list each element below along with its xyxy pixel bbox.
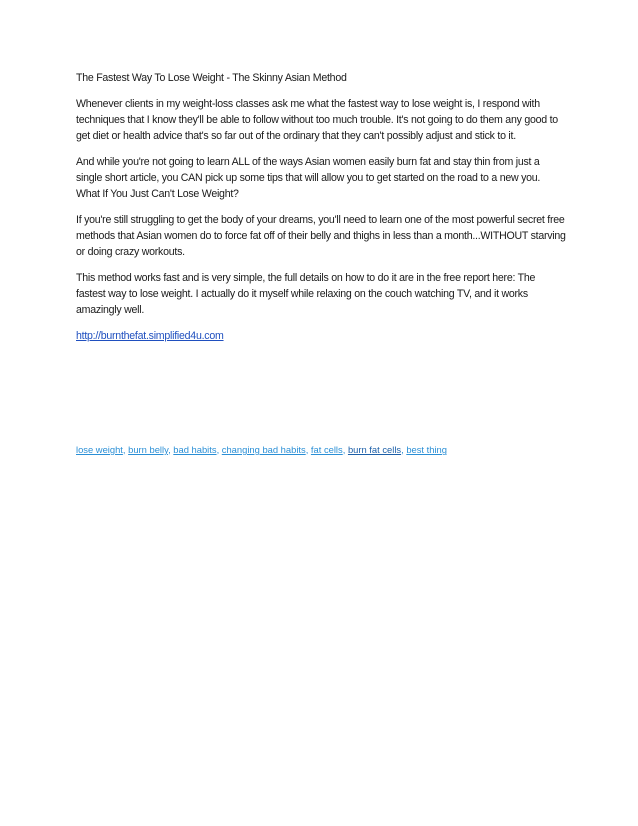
tag-best-thing[interactable]: best thing xyxy=(406,444,447,455)
paragraph-2: And while you're not going to learn ALL of the ways Asian women easily burn fat and stay thin from just a single short article, you CAN pick up some tips that will allow you to get started on the road to a new you. What If You Just Can't Lose Weight? xyxy=(76,156,541,200)
tag-separator: , xyxy=(342,444,348,455)
tag-separator: , xyxy=(122,444,129,455)
tag-fat-cells[interactable]: fat cells xyxy=(310,444,343,455)
tag-bad-habits[interactable]: bad habits xyxy=(173,444,217,455)
tag-separator: , xyxy=(401,444,407,455)
burnthefat-link[interactable]: http://burnthefat.simplified4u.com xyxy=(76,330,224,342)
tag-separator: , xyxy=(168,444,174,455)
paragraph-4: This method works fast and is very simple, the full details on how to do it are in the free report here: The fastest way to lose weight. I actually do it myself while relaxing on the couch watching TV, and it works amazingly well. xyxy=(76,272,536,316)
tag-list xyxy=(76,443,566,457)
document-body xyxy=(76,70,566,344)
paragraph-3: If you're still struggling to get the body of your dreams, you'll need to learn one of the most powerful secret free methods that Asian women do to force fat off of their belly and thighs in less than a month...WITHOUT starving or doing crazy workouts. xyxy=(76,214,566,258)
document-title: The Fastest Way To Lose Weight - The Skinny Asian Method xyxy=(76,72,347,84)
tag-burn-belly[interactable]: burn belly xyxy=(128,444,169,455)
tag-separator: , xyxy=(216,444,222,455)
tag-burn-fat-cells[interactable]: burn fat cells xyxy=(347,444,402,455)
paragraph-1: Whenever clients in my weight-loss classes ask me what the fastest way to lose weight is, I respond with techniques that I know they'll be able to follow without too much trouble. It's not going to do them any good to get diet or health advice that's so far out of the ordinary that they can't possibly adjust and stick to it. xyxy=(76,98,558,142)
tag-lose-weight[interactable]: lose weight xyxy=(76,444,123,455)
tag-changing-bad-habits[interactable]: changing bad habits xyxy=(221,444,306,455)
tag-separator: , xyxy=(305,444,311,455)
